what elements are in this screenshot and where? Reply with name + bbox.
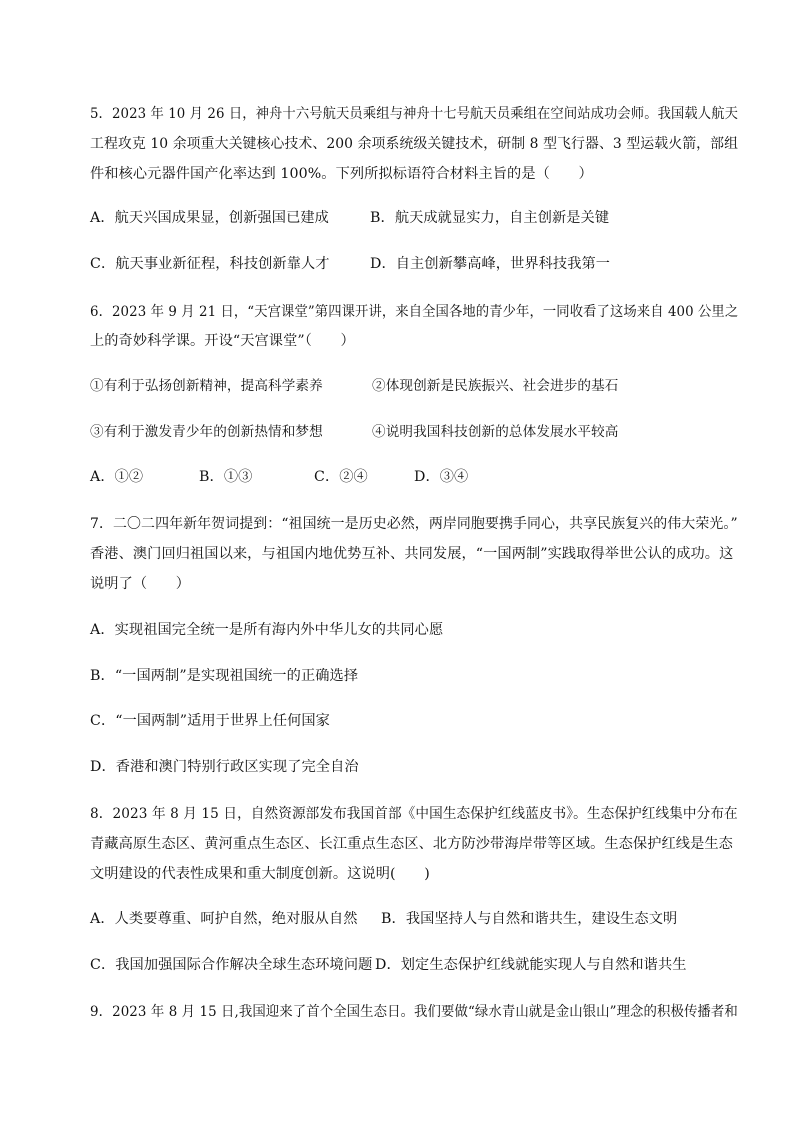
- q6-statement-3: ③有利于激发青少年的创新热情和梦想: [90, 424, 323, 440]
- q6-statement-2: ②体现创新是民族振兴、社会进步的基石: [372, 378, 619, 394]
- q5-option-c: C．航天事业新征程，科技创新靠人才: [90, 256, 330, 272]
- q8-line-3: 文明建设的代表性成果和重大制度创新。这说明( ): [90, 866, 430, 882]
- q7-line-2: 香港、澳门回归祖国以来，与祖国内地优势互补、共同发展，“一国两制”实践取得举世公认的成功。这: [90, 546, 734, 562]
- q7-option-b: B．“一国两制”是实现祖国统一的正确选择: [90, 668, 359, 684]
- q7-option-c: C．“一国两制”适用于世界上任何国家: [90, 713, 330, 729]
- q6-statement-1: ①有利于弘扬创新精神，提高科学素养: [90, 378, 323, 394]
- q9-line-1: 9．2023 年 8 月 15 日,我国迎来了首个全国生态日。我们要做“绿水青山就是金山银山”理念的积极传播者和: [90, 1004, 738, 1020]
- q5-line-1: 5．2023 年 10 月 26 日，神舟十六号航天员乘组与神舟十七号航天员乘组在空间站成功会师。我国载人航天: [90, 106, 739, 122]
- q6-option-a: A．①②: [90, 469, 144, 485]
- q8-option-a: A．人类要尊重、呵护自然，绝对服从自然: [90, 911, 358, 927]
- q7-option-d: D．香港和澳门特别行政区实现了完全自治: [90, 759, 359, 775]
- q8-option-d: D．划定生态保护红线就能实现人与自然和谐共生: [375, 957, 687, 973]
- q5-line-2: 工程攻克 10 余项重大关键核心技术、200 余项系统级关键技术，研制 8 型飞行器、3 型运载火箭，部组: [90, 136, 739, 152]
- q8-line-2: 青藏高原生态区、黄河重点生态区、长江重点生态区、北方防沙带海岸带等区域。生态保护红线是生态: [90, 836, 733, 852]
- q7-line-3: 说明了（ ）: [90, 576, 191, 592]
- q6-option-d: D．③④: [414, 469, 469, 485]
- q6-statement-4: ④说明我国科技创新的总体发展水平较高: [372, 424, 619, 440]
- q6-option-b: B．①③: [199, 469, 253, 485]
- q6-line-1: 6．2023 年 9 月 21 日，“天宫课堂”第四课开讲，来自全国各地的青少年，一同收看了这场来自 400 公里之: [90, 304, 739, 320]
- q8-option-b: B．我国坚持人与自然和谐共生，建设生态文明: [381, 911, 678, 927]
- q8-line-1: 8．2023 年 8 月 15 日，自然资源部发布我国首部《中国生态保护红线蓝皮书》。生态保护红线集中分布在: [90, 806, 738, 822]
- q5-option-b: B．航天成就显实力，自主创新是关键: [370, 210, 610, 226]
- q5-option-a: A．航天兴国成果显，创新强国已建成: [90, 210, 329, 226]
- q7-line-1: 7．二〇二四年新年贺词提到：“祖国统一是历史必然，两岸同胞要携手同心，共享民族复兴的伟大荣光。”: [90, 516, 738, 532]
- q8-option-c: C．我国加强国际合作解决全球生态环境问题: [90, 957, 373, 973]
- q7-option-a: A．实现祖国完全统一是所有海内外中华儿女的共同心愿: [90, 622, 444, 638]
- q5-option-d: D．自主创新攀高峰，世界科技我第一: [370, 256, 611, 272]
- q6-option-c: C．②④: [314, 469, 368, 485]
- q5-line-3: 件和核心元器件国产化率达到 100%。下列所拟标语符合材料主旨的是（ ）: [90, 166, 593, 182]
- q6-line-2: 上的奇妙科学课。开设“天宫课堂”（ ）: [90, 333, 355, 349]
